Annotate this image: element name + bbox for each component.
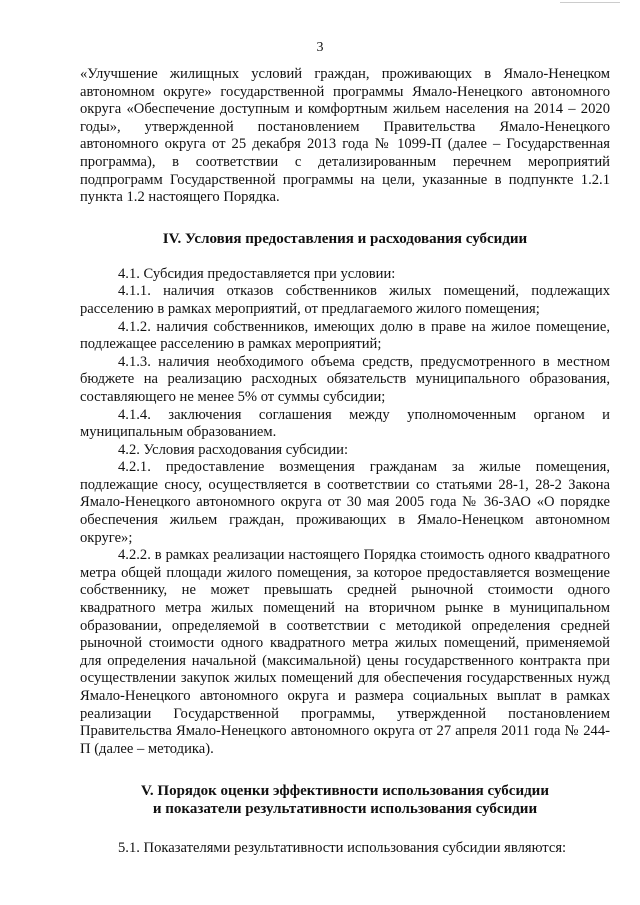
paragraph-4-2-1: 4.2.1. предоставление возмещения гражданам за жилые помещения, подлежащие сносу, осуществляется в соответствии со статьями 28-1, 28-2 Закона Ямало-Ненецкого автономного округа от 30 мая 2005 года № 36-ЗАО «О порядке обеспечения жильем граждан, проживающих в Ямало-Ненецком автономном округе»;	[80, 459, 610, 546]
paragraph-4-1: 4.1. Субсидия предоставляется при условии:	[118, 265, 396, 282]
paragraph-4-1-4: 4.1.4. заключения соглашения между уполномоченным органом и муниципальным образованием.	[80, 406, 610, 441]
spacer	[80, 207, 610, 230]
paragraph-4-1-1: 4.1.1. наличия отказов собственников жилых помещений, подлежащих расселению в рамках мероприятий, от предлагаемого жилого помещения;	[80, 283, 610, 317]
page-number: 3	[316, 40, 324, 55]
intro-paragraph: «Улучшение жилищных условий граждан, проживающих в Ямало-Ненецком автономном округе» государственной программы Ямало-Ненецкого автономного округа «Обеспечение доступным и комфортным жильем населения на 2014 – 2020 годы», утвержденной постановлением Правительства Ямало-Ненецкого автономного округа от 25 декабря 2013 года № 1099-П (далее – Государственная программа), в соответствии с детализированным перечнем мероприятий подпрограмм Государственной программы на цели, указанные в подпункте 1.2.1 пункта 1.2 настоящего Порядка.	[80, 66, 610, 206]
spacer	[80, 818, 610, 840]
paragraph-4-1-3: 4.1.3. наличия необходимого объема средств, предусмотренного в местном бюджете на реализацию расходных обязательств муниципального образования, составляющего не менее 5% от суммы субсидии;	[80, 353, 610, 405]
section-v-heading-line-1: V. Порядок оценки эффективности использования субсидии	[141, 783, 549, 800]
paragraph-5-1: 5.1. Показателями результативности использования субсидии являются:	[118, 840, 567, 857]
paragraph-4-2: 4.2. Условия расходования субсидии:	[118, 441, 348, 458]
section-iv-heading: IV. Условия предоставления и расходования субсидии	[162, 230, 528, 247]
section-v-heading-line-2: и показатели результативности использования субсидии	[152, 801, 538, 818]
paragraph-4-2-2: 4.2.2. в рамках реализации настоящего Порядка стоимость одного квадратного метра общей площади жилого помещения, за которое предоставляется возмещение собственнику, не может превышать средней рыночной стоимости одного квадратного метра жилых помещений на вторичном рынке в муниципальном образовании, определяемой в соответствии с методикой определения средней рыночной стоимости одного квадратного метра жилых помещений, применяемой для определения начальной (максимальной) цены государственного контракта при осуществлении закупок жилых помещений для обеспечения государственных нужд Ямало-Ненецкого автономного округа и размера социальных выплат в рамках реализации Государственной программы, утвержденной постановлением Правительства Ямало-Ненецкого автономного округа от 27 апреля 2011 года № 244-П (далее – методика).	[80, 547, 610, 757]
spacer	[80, 248, 610, 266]
top-edge-mark	[560, 2, 620, 3]
paragraph-4-1-2: 4.1.2. наличия собственников, имеющих долю в праве на жилое помещение, подлежащее расселению в рамках мероприятий;	[80, 318, 610, 353]
spacer	[80, 758, 610, 782]
document-body	[80, 66, 610, 858]
